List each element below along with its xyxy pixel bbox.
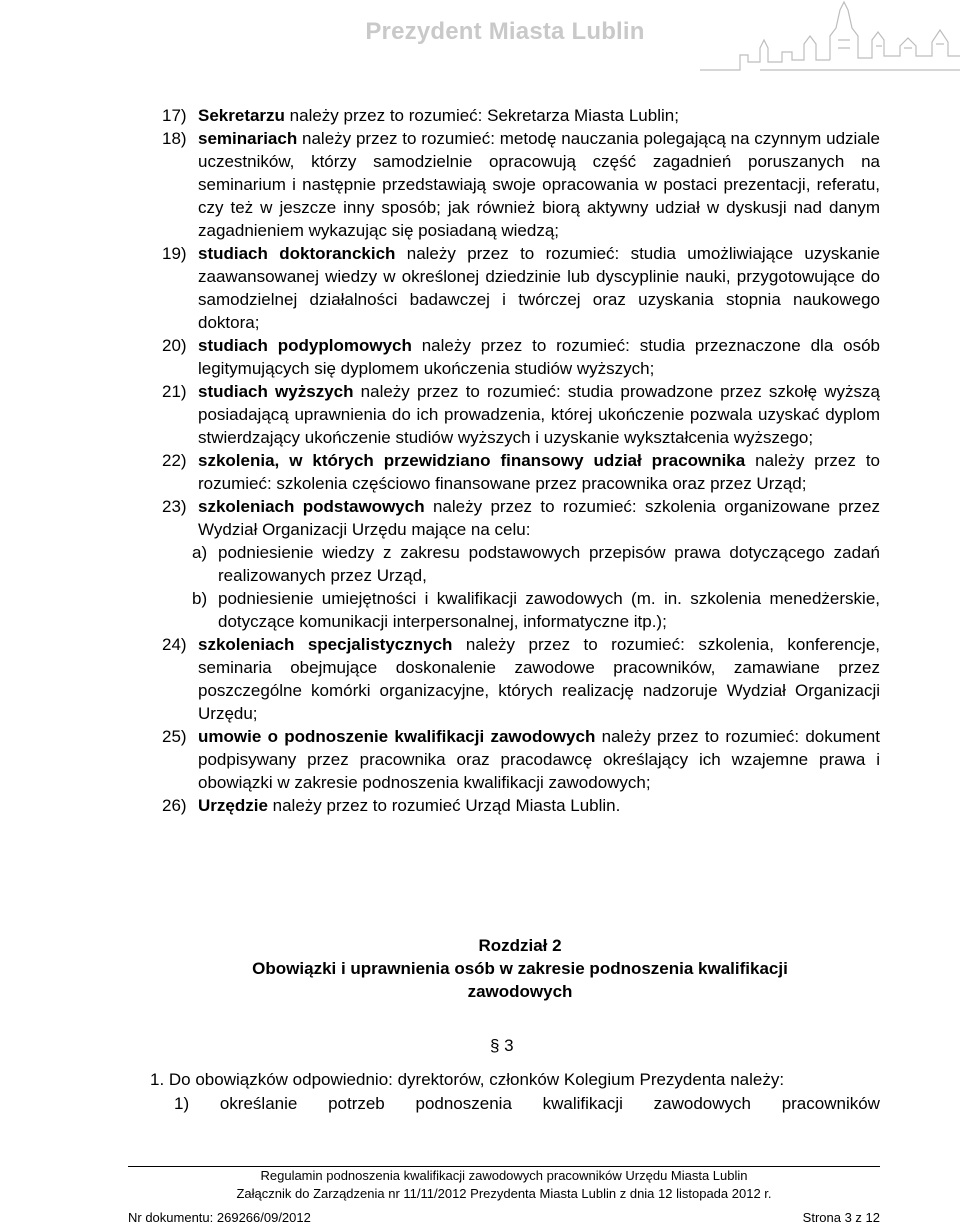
header-title: Prezydent Miasta Lublin [365, 18, 645, 45]
definitions-list [162, 104, 880, 817]
page-number: Strona 3 z 12 [802, 1210, 880, 1225]
chapter-title-line2: zawodowych [467, 982, 573, 1001]
sub-item: b) podniesienie umiejętności i kwalifikacji zawodowych (m. in. szkolenia menedżerskie, dotyczące komunikacji interpersonalnej, informatyczne itp.); [192, 589, 880, 631]
definition-item: 24) szkoleniach specjalistycznych należy przez to rozumieć: szkolenia, konferencje, seminaria obejmujące doskonalenie zawodowe pracowników, zamawiane przez poszczególne komórki organizacyjne, których realizację nadzoruje Wydział Organizacji Urzędu; [162, 635, 881, 723]
paragraph-sign: § 3 [490, 1036, 514, 1055]
obligations-list [150, 1068, 880, 1116]
definition-item: 21) studiach wyższych należy przez to rozumieć: studia prowadzone przez szkołę wyższą posiadającą uprawnienia do ich prowadzenia, której ukończenie pozwala uzyskać dyplom stwierdzający ukończenie studiów wyższych i uzyskanie wykształcenia wyższego; [162, 382, 880, 447]
sub-item: a) podniesienie wiedzy z zakresu podstawowych przepisów prawa dotyczącego zadań realizowanych przez Urząd, [192, 543, 880, 585]
chapter-number: Rozdział 2 [478, 936, 562, 955]
definition-item: 22) szkolenia, w których przewidziano finansowy udział pracownika należy przez to rozumieć: szkolenia częściowo finansowane przez pracownika oraz przez Urząd; [162, 451, 880, 493]
document-number: Nr dokumentu: 269266/09/2012 [128, 1210, 311, 1225]
point-1-sub: 1) określanie potrzeb podnoszenia kwalifikacji zawodowych pracowników [174, 1094, 880, 1113]
definition-item: 26) Urzędzie należy przez to rozumieć Urząd Miasta Lublin. [162, 796, 621, 815]
city-skyline-logo [700, 0, 960, 80]
definition-item: 19) studiach doktoranckich należy przez to rozumieć: studia umożliwiające uzyskanie zaawansowanej wiedzy w określonej dziedzinie lub dyscyplinie nauki, przygotowujące do samodzielnej działalności badawczej i twórczej oraz uzyskania stopnia naukowego doktora; [162, 244, 880, 332]
chapter-title-line1: Obowiązki i uprawnienia osób w zakresie podnoszenia kwalifikacji [252, 959, 788, 978]
point-1: 1. Do obowiązków odpowiednio: dyrektorów, członków Kolegium Prezydenta należy: [150, 1070, 785, 1089]
footer-meta [128, 1210, 880, 1225]
definition-item: 18) seminariach należy przez to rozumieć: metodę nauczania polegającą na czynnym udziale uczestników, którzy samodzielnie opracowują część zagadnień poruszanych na seminarium i następnie przedstawiają swoje opracowania w postaci prezentacji, referatu, czy też w jeszcze inny sposób; jak również biorą aktywny udział w dyskusji nad danym zagadnieniem wykazując się posiadaną wiedzą; [162, 129, 880, 240]
definition-item: 25) umowie o podnoszenie kwalifikacji zawodowych należy przez to rozumieć: dokument podpisywany przez pracownika oraz pracodawcę określający ich wzajemne prawa i obowiązki w zakresie podnoszenia kwalifikacji zawodowych; [162, 727, 880, 792]
definition-item: 23) szkoleniach podstawowych należy przez to rozumieć: szkolenia organizowane przez Wydział Organizacji Urzędu mające na celu: [162, 497, 880, 539]
definition-item: 20) studiach podyplomowych należy przez to rozumieć: studia przeznaczone dla osób legitymujących się dyplomem ukończenia studiów wyższych; [162, 336, 880, 378]
footer-attachment: Załącznik do Zarządzenia nr 11/11/2012 Prezydenta Miasta Lublin z dnia 12 listopada 2012 r. [236, 1186, 772, 1201]
footer-divider [128, 1166, 880, 1167]
footer-regulation: Regulamin podnoszenia kwalifikacji zawodowych pracowników Urzędu Miasta Lublin [260, 1168, 748, 1183]
definition-item: 17) Sekretarzu należy przez to rozumieć: Sekretarza Miasta Lublin; [162, 106, 679, 125]
